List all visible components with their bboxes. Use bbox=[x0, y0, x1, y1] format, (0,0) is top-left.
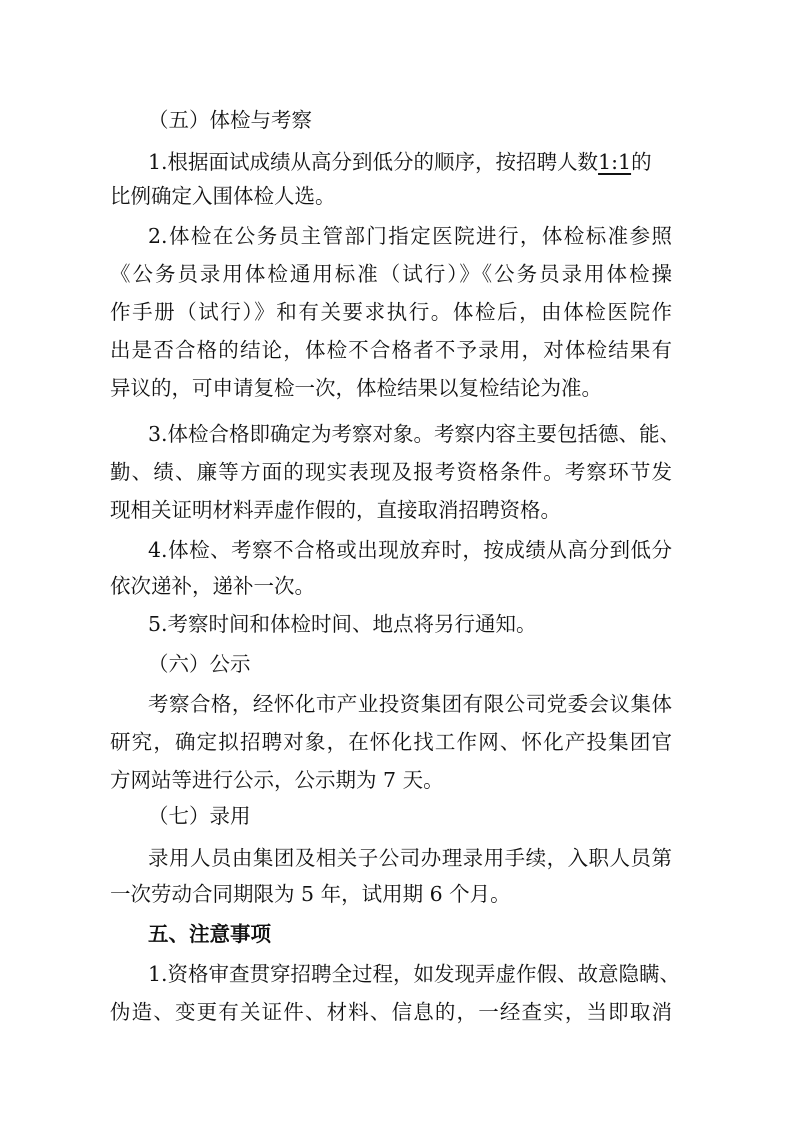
ratio-underlined: 1:1 bbox=[598, 150, 632, 174]
section-heading-employment: （七）录用 bbox=[148, 804, 251, 828]
paragraph-line: 考察合格，经怀化市产业投资集团有限公司党委会议集体 bbox=[148, 692, 672, 716]
paragraph-text: 1.根据面试成绩从高分到低分的顺序，按招聘人数 bbox=[148, 150, 599, 174]
section-heading-publicity: （六）公示 bbox=[148, 652, 251, 676]
section-heading-physical-exam: （五）体检与考察 bbox=[148, 108, 312, 132]
paragraph-line: 依次递补，递补一次。 bbox=[110, 574, 315, 598]
paragraph-line: 3.体检合格即确定为考察对象。考察内容主要包括德、能、 bbox=[148, 422, 681, 446]
paragraph-line: 勤、绩、廉等方面的现实表现及报考资格条件。考察环节发 bbox=[110, 460, 672, 484]
paragraph-line: 《公务员录用体检通用标准（试行）》《公务员录用体检操 bbox=[110, 262, 672, 286]
paragraph-line bbox=[148, 148, 672, 176]
paragraph-line: 4.体检、考察不合格或出现放弃时，按成绩从高分到低分 bbox=[148, 538, 672, 562]
paragraph-line: 作手册（试行）》和有关要求执行。体检后，由体检医院作 bbox=[110, 300, 672, 324]
paragraph-line: 5.考察时间和体检时间、地点将另行通知。 bbox=[148, 612, 537, 636]
part-heading-notes: 五、注意事项 bbox=[148, 922, 271, 946]
paragraph-line: 一次劳动合同期限为 5 年，试用期 6 个月。 bbox=[110, 882, 511, 906]
paragraph-line: 1.资格审查贯穿招聘全过程，如发现弄虚作假、故意隐瞒、 bbox=[148, 962, 681, 986]
paragraph-line: 2.体检在公务员主管部门指定医院进行，体检标准参照 bbox=[148, 224, 672, 248]
paragraph-line: 研究，确定拟招聘对象，在怀化找工作网、怀化产投集团官 bbox=[110, 730, 672, 754]
paragraph-line: 现相关证明材料弄虚作假的，直接取消招聘资格。 bbox=[110, 498, 561, 522]
paragraph-text: 的 bbox=[631, 150, 652, 174]
paragraph-line: 异议的，可申请复检一次，体检结果以复检结论为准。 bbox=[110, 376, 602, 400]
paragraph-line: 录用人员由集团及相关子公司办理录用手续，入职人员第 bbox=[148, 846, 672, 870]
paragraph-line: 比例确定入围体检人选。 bbox=[110, 184, 336, 208]
paragraph-line: 出是否合格的结论，体检不合格者不予录用，对体检结果有 bbox=[110, 338, 672, 362]
paragraph-line: 伪造、变更有关证件、材料、信息的，一经查实，当即取消 bbox=[110, 1000, 672, 1024]
paragraph-line: 方网站等进行公示，公示期为 7 天。 bbox=[110, 768, 444, 792]
